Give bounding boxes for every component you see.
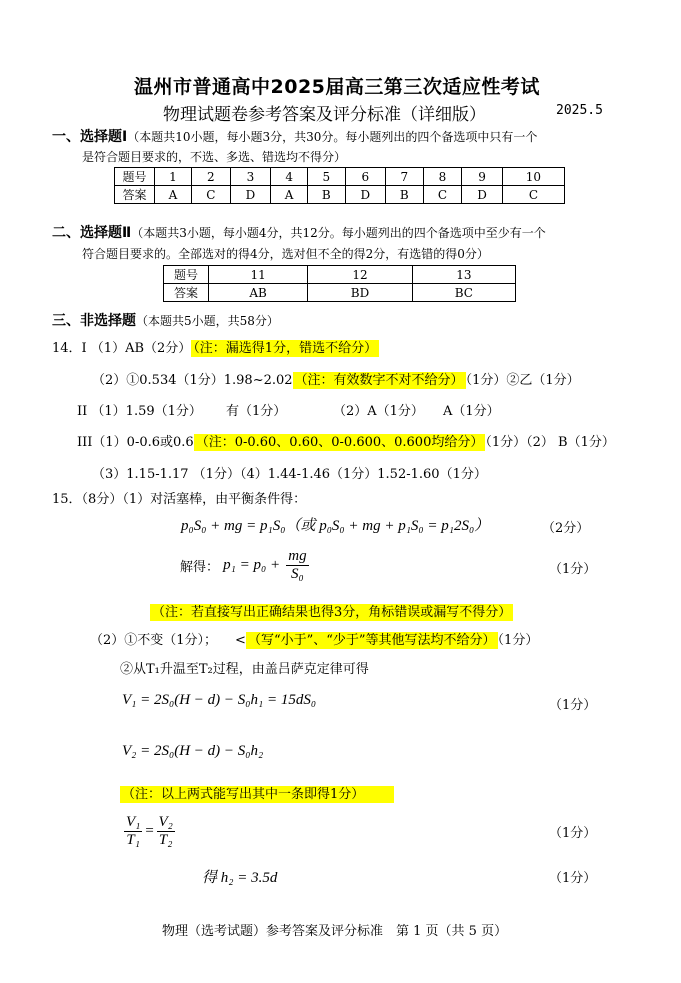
section1-desc-line1: （本题共10小题，每小题3分，共30分。每小题列出的四个备选项中只有一个 bbox=[127, 130, 538, 144]
q15-line3: ②从T₁升温至T₂过程，由盖吕萨克定律可得 bbox=[120, 662, 369, 677]
q14-l4-note: （注：0-0.60、0.60、0-0.600、0.600均给分） bbox=[195, 435, 484, 450]
table-cell: 11 bbox=[209, 266, 308, 284]
q14-line3 bbox=[77, 400, 202, 419]
q14-l1-note: （注：漏选得1分，错选不给分） bbox=[193, 341, 378, 356]
section1-desc-line2: 是符合题目要求的，不选、多选、错选均不得分） bbox=[82, 150, 347, 164]
date: 2025.5 bbox=[556, 103, 603, 118]
q15-line2 bbox=[90, 629, 538, 648]
page-subtitle: 物理试题卷参考答案及评分标准（详细版） bbox=[163, 105, 486, 125]
q15-note2-text: （注：以上两式能写出其中一条即得1分） bbox=[120, 786, 394, 803]
q14-l4-text: III（1）0-0.6或0.6 bbox=[77, 435, 194, 450]
q14-line5: （3）1.15-1.17 （1分）（4）1.44-1.46（1分）1.52-1.60（1分） bbox=[92, 467, 487, 482]
q15-eq6-score: （1分） bbox=[549, 871, 597, 886]
q14-l2-text: （2）①0.534（1分）1.98~2.02 bbox=[92, 373, 293, 388]
table-cell: BD bbox=[308, 284, 412, 302]
table-cell: C bbox=[423, 186, 462, 204]
q15-l2-text: （2）①不变（1分）； bbox=[90, 633, 218, 648]
fraction-numerator: V₁ bbox=[126, 814, 141, 830]
q14-l2-note: （注：有效数字不对不给分） bbox=[294, 373, 464, 388]
q15-l2-lt: < bbox=[235, 633, 246, 648]
table-cell: 2 bbox=[191, 168, 230, 186]
table-cell: 7 bbox=[386, 168, 423, 186]
row-label: 答案 bbox=[115, 186, 155, 204]
fraction-denominator: T₂ bbox=[158, 832, 173, 848]
q15-eq3: V₁ = 2S₀(H − d) − S₀h₁ = 15dS₀ bbox=[122, 692, 317, 708]
row-label: 题号 bbox=[164, 266, 209, 284]
fraction-numerator: mg bbox=[288, 548, 307, 564]
q14-l3-a: II （1）1.59（1分） bbox=[77, 404, 202, 419]
q15-eq1-score: （2分） bbox=[542, 521, 590, 536]
q15-line1: 15．（8分）（1）对活塞棒，由平衡条件得： bbox=[52, 492, 307, 507]
table-cell: 5 bbox=[308, 168, 345, 186]
q15-l2-score: （1分） bbox=[497, 633, 539, 648]
table-cell: A bbox=[155, 186, 192, 204]
q15-eq5-left-fraction bbox=[124, 814, 142, 849]
section1-answer-table bbox=[114, 167, 565, 204]
q15-solve-label: 解得： bbox=[180, 560, 220, 575]
table-cell: D bbox=[345, 186, 386, 204]
table-cell: D bbox=[230, 186, 271, 204]
q15-l2-note: （写“小于”、“少于”等其他写法均不给分） bbox=[247, 633, 496, 648]
q15-eq6: 得 h₂ = 3.5d bbox=[202, 870, 278, 886]
table-cell: C bbox=[502, 186, 564, 204]
fraction-denominator: T₁ bbox=[126, 832, 140, 848]
section2-desc-line1: （本题共3小题，每小题4分，共12分。每小题列出的四个备选项中至少有一个 bbox=[131, 226, 546, 240]
q14-l2-score: （1分）②乙（1分） bbox=[465, 373, 580, 388]
q15-eq5-equals: = bbox=[144, 823, 155, 839]
table-cell: C bbox=[191, 186, 230, 204]
table-cell: 1 bbox=[155, 168, 192, 186]
q15-note1 bbox=[150, 601, 513, 620]
q15-eq2-lhs: p₁ = p₀ + bbox=[223, 557, 281, 573]
q15-eq1-main: p₀S₀ + mg = p₁S₀ bbox=[181, 518, 286, 534]
table-cell: 6 bbox=[345, 168, 386, 186]
section1-heading: 一、选择题Ⅰ bbox=[52, 129, 128, 145]
q15-eq5 bbox=[122, 814, 177, 849]
table-cell: A bbox=[271, 186, 308, 204]
table-cell: B bbox=[386, 186, 423, 204]
q14-line4 bbox=[77, 431, 615, 450]
table-row bbox=[164, 266, 516, 284]
table-cell: 10 bbox=[502, 168, 564, 186]
q14-line2 bbox=[92, 369, 580, 388]
table-cell: B bbox=[308, 186, 345, 204]
table-row bbox=[164, 284, 516, 302]
q15-eq1-alt: （或 p₀S₀ + mg + p₁S₀ = p₁2S₀） bbox=[285, 518, 490, 534]
table-cell: 3 bbox=[230, 168, 271, 186]
fraction-denominator: S₀ bbox=[291, 566, 304, 582]
table-row bbox=[115, 186, 565, 204]
section2-desc-line2: 符合题目要求的。全部选对的得4分，选对但不全的得2分，有选错的得0分） bbox=[82, 247, 489, 261]
page-footer: 物理（选考试题）参考答案及评分标准 第 1 页（共 5 页） bbox=[162, 924, 508, 939]
section3-desc: （本题共5小题，共58分） bbox=[136, 314, 279, 328]
table-cell: 9 bbox=[462, 168, 503, 186]
section3-header bbox=[52, 310, 279, 330]
q14-l1-text: 14．I （1）AB（2分） bbox=[52, 341, 192, 356]
q15-eq3-score: （1分） bbox=[549, 698, 597, 713]
table-cell: 13 bbox=[412, 266, 515, 284]
q14-line1 bbox=[52, 337, 379, 356]
q14-l3-d: A（1分） bbox=[443, 404, 500, 419]
q15-eq2 bbox=[180, 548, 311, 583]
q15-note1-text: （注：若直接写出正确结果也得3分，角标错误或漏写不得分） bbox=[152, 605, 512, 620]
q15-note2 bbox=[120, 783, 394, 802]
q15-eq5-right-fraction bbox=[157, 814, 175, 849]
table-cell: BC bbox=[412, 284, 515, 302]
section2-header bbox=[52, 222, 546, 242]
section2-heading: 二、选择题Ⅱ bbox=[52, 225, 132, 241]
row-label: 题号 bbox=[115, 168, 155, 186]
q15-eq1 bbox=[181, 514, 489, 535]
fraction-numerator: V₂ bbox=[158, 814, 173, 830]
page-title: 温州市普通高中2025届高三第三次适应性考试 bbox=[134, 76, 540, 98]
section3-heading: 三、非选择题 bbox=[52, 313, 136, 329]
table-cell: 4 bbox=[271, 168, 308, 186]
section1-header bbox=[52, 126, 537, 146]
table-cell: 12 bbox=[308, 266, 412, 284]
q14-l3-b: 有（1分） bbox=[226, 404, 287, 419]
row-label: 答案 bbox=[164, 284, 209, 302]
q15-eq4: V₂ = 2S₀(H − d) − S₀h₂ bbox=[122, 743, 264, 759]
q15-eq2-score: （1分） bbox=[549, 562, 597, 577]
q14-l4-score: （1分）（2） B（1分） bbox=[485, 435, 615, 450]
table-row bbox=[115, 168, 565, 186]
table-cell: 8 bbox=[423, 168, 462, 186]
table-cell: D bbox=[462, 186, 503, 204]
q14-l3-c: （2）A（1分） bbox=[333, 404, 424, 419]
q15-eq2-fraction bbox=[286, 548, 308, 583]
section2-answer-table bbox=[163, 265, 516, 302]
table-cell: AB bbox=[209, 284, 308, 302]
q15-eq5-score: （1分） bbox=[549, 826, 597, 841]
